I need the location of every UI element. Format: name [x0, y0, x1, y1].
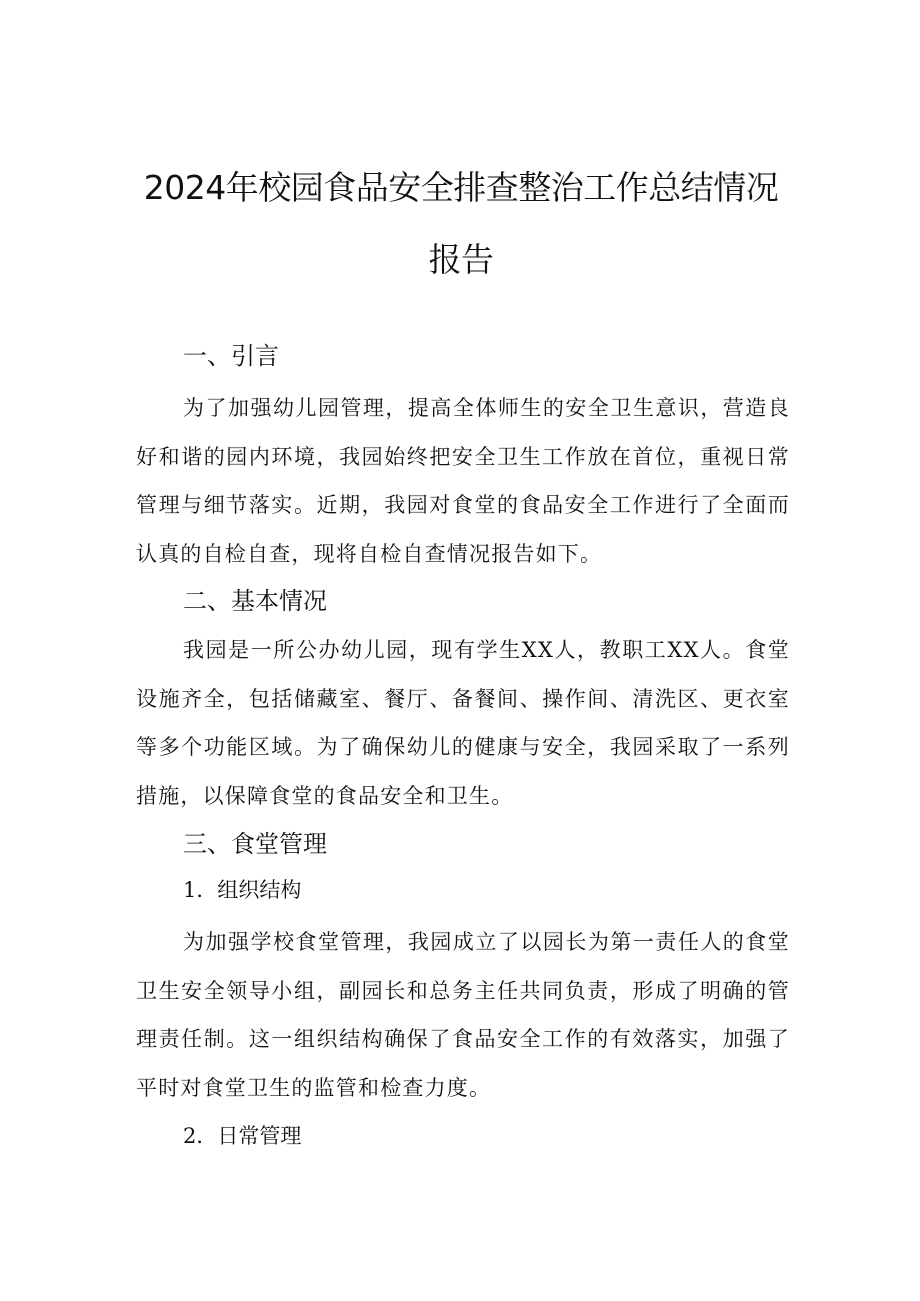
section-heading-basic-info: 二、基本情况: [183, 587, 327, 615]
section-heading-introduction: 一、引言: [183, 342, 279, 370]
paragraph-organization: 为加强学校食堂管理，我园成立了以园长为第一责任人的食堂卫生安全领导小组，副园长和总务主任共同负责，形成了明确的管理责任制。这一组织结构确保了食品安全工作的有效落实，加强了平时对食堂卫生的监管和检查力度。: [136, 930, 790, 1100]
paragraph-introduction: 为了加强幼儿园管理，提高全体师生的安全卫生意识，营造良好和谐的园内环境，我园始终把安全卫生工作放在首位，重视日常管理与细节落实。近期，我园对食堂的食品安全工作进行了全面而认真的自检自查，现将自检自查情况报告如下。: [136, 396, 790, 566]
subsection-heading-daily-management: 2．日常管理: [183, 1124, 302, 1148]
paragraph-basic-info: 我园是一所公办幼儿园，现有学生XX人，教职工XX人。食堂设施齐全，包括储藏室、餐厅、备餐间、操作间、清洗区、更衣室等多个功能区域。为了确保幼儿的健康与安全，我园采取了一系列措施，以保障食堂的食品安全和卫生。: [136, 638, 790, 808]
subsection-heading-organization: 1．组织结构: [183, 878, 302, 902]
document-title: 2024年校园食品安全排查整治工作总结情况报告: [143, 168, 779, 279]
section-heading-canteen-management: 三、食堂管理: [183, 830, 327, 858]
